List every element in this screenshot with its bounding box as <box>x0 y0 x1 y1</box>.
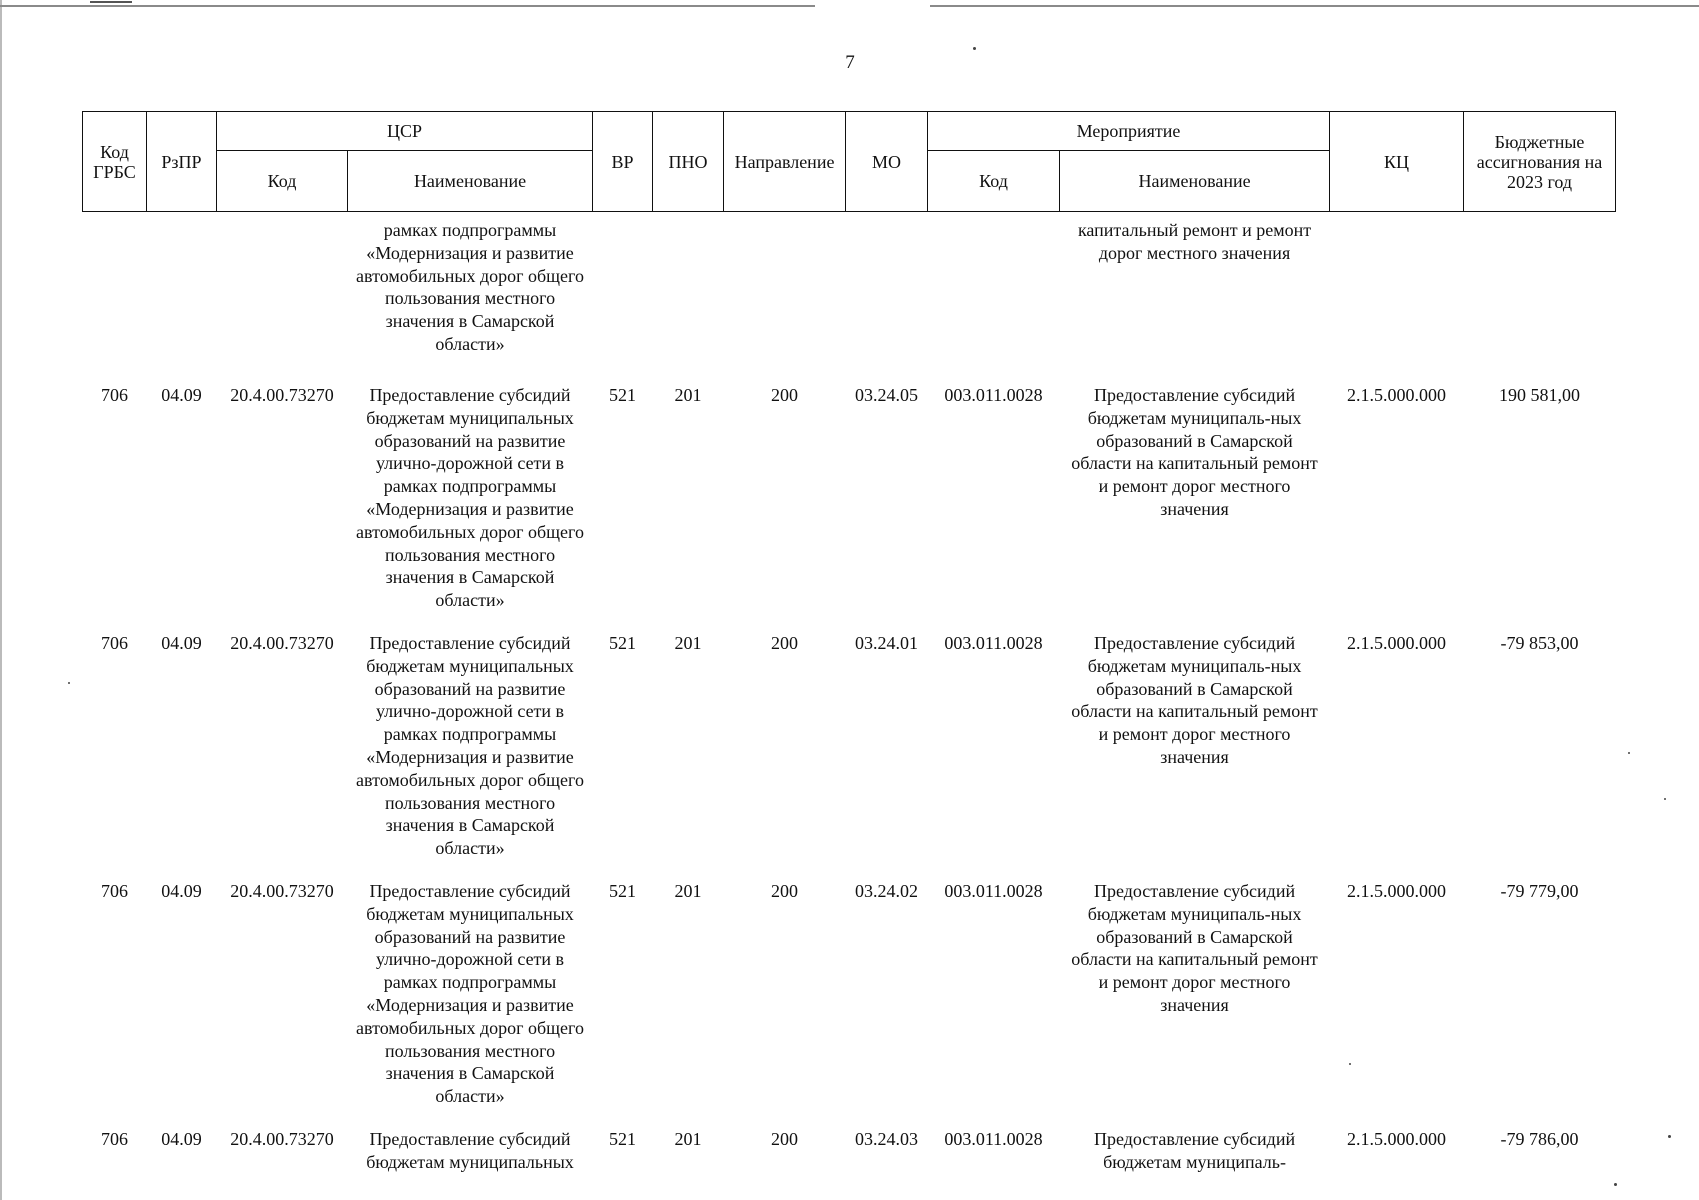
cell-direction <box>724 212 846 365</box>
header-mo: МО <box>846 112 928 212</box>
cell-event-name: капитальный ремонт и ремонт дорог местного значения <box>1077 220 1312 263</box>
cell-csr-code: 20.4.00.73270 <box>230 1128 334 1149</box>
cell-pno: 201 <box>674 385 702 405</box>
cell-grbs: 706 <box>101 880 128 901</box>
cell-mo <box>846 212 928 365</box>
page-number: 7 <box>845 52 855 73</box>
header-vr: ВР <box>593 112 653 212</box>
cell-rzpr: 04.09 <box>161 1128 202 1149</box>
cell-pno: 201 <box>674 880 702 901</box>
header-direction: Направление <box>724 112 846 212</box>
scan-speck <box>1614 1183 1617 1186</box>
header-pno: ПНО <box>653 112 724 212</box>
scan-mark <box>90 1 132 3</box>
cell-csr-name: Предоставление субсидий бюджетам муниципальных образований на развитие улично-дорожной сети в рамках подпрограммы «Модернизация и развитие автомобильных дорог общего пользования местного значения в Самарской области» <box>356 385 584 611</box>
cell-kc <box>1330 212 1464 365</box>
header-event: Мероприятие <box>928 112 1330 151</box>
cell-csr-name: рамках подпрограммы «Модернизация и развитие автомобильных дорог общего пользования местного значения в Самарской области» <box>356 220 584 354</box>
cell-event-code: 003.011.0028 <box>944 632 1043 653</box>
cell-kc: 2.1.5.000.000 <box>1347 880 1447 901</box>
cell-pno <box>653 212 724 365</box>
scan-speck <box>1628 752 1630 754</box>
cell-direction: 200 <box>771 1128 799 1149</box>
cell-budget <box>1464 212 1616 365</box>
cell-rzpr: 04.09 <box>161 632 202 653</box>
header-csr: ЦСР <box>217 112 593 151</box>
cell-vr <box>593 212 653 365</box>
table-row-continuation <box>83 212 1616 365</box>
cell-mo: 03.24.03 <box>855 1128 919 1149</box>
cell-rzpr: 04.09 <box>161 880 202 901</box>
cell-csr-code: 20.4.00.73270 <box>230 385 334 405</box>
cell-grbs: 706 <box>101 632 128 653</box>
cell-csr-name: Предоставление субсидий бюджетам муниципальных <box>366 1128 574 1172</box>
budget-table <box>82 111 1616 1174</box>
cell-kc: 2.1.5.000.000 <box>1347 632 1447 653</box>
cell-vr: 521 <box>609 632 637 653</box>
header-budget: Бюджетные ассигнования на 2023 год <box>1464 112 1616 212</box>
cell-mo: 03.24.05 <box>855 385 919 405</box>
cell-event-code: 003.011.0028 <box>944 1128 1043 1149</box>
scan-edge-top <box>0 5 815 7</box>
cell-vr: 521 <box>609 1128 637 1149</box>
cell-direction: 200 <box>771 385 799 405</box>
cell-event-name: Предоставление субсидий бюджетам муниципаль-ных образований в Самарской области на капитальный ремонт и ремонт дорог местного значения <box>1071 880 1318 1015</box>
header-kc: КЦ <box>1330 112 1464 212</box>
table-header <box>83 112 1616 212</box>
cell-rzpr: 04.09 <box>161 385 202 405</box>
cell-vr: 521 <box>609 880 637 901</box>
cell-grbs: 706 <box>101 1128 128 1149</box>
table-body <box>83 212 1616 1174</box>
cell-budget: 190 581,00 <box>1499 385 1581 405</box>
cell-budget: -79 779,00 <box>1500 880 1579 901</box>
cell-pno: 201 <box>674 1128 702 1149</box>
cell-event-code: 003.011.0028 <box>944 385 1043 405</box>
cell-pno: 201 <box>674 632 702 653</box>
cell-csr-code: 20.4.00.73270 <box>230 880 334 901</box>
header-event-name: Наименование <box>1060 151 1330 212</box>
cell-rzpr <box>147 212 217 365</box>
scan-speck <box>973 47 976 50</box>
cell-grbs <box>83 212 147 365</box>
cell-grbs: 706 <box>101 385 128 405</box>
header-grbs: Код ГРБС <box>83 112 147 212</box>
cell-csr-code: 20.4.00.73270 <box>230 632 334 653</box>
header-csr-code: Код <box>217 151 348 212</box>
cell-csr-name: Предоставление субсидий бюджетам муниципальных образований на развитие улично-дорожной сети в рамках подпрограммы «Модернизация и развитие автомобильных дорог общего пользования местного значения в Самарской области» <box>356 880 584 1107</box>
cell-kc: 2.1.5.000.000 <box>1347 1128 1447 1149</box>
cell-event-code <box>928 212 1060 365</box>
cell-event-name: Предоставление субсидий бюджетам муниципаль-ных образований в Самарской области на капитальный ремонт и ремонт дорог местного значения <box>1071 632 1318 767</box>
table-row <box>83 612 1616 860</box>
cell-csr-name: Предоставление субсидий бюджетам муниципальных образований на развитие улично-дорожной сети в рамках подпрограммы «Модернизация и развитие автомобильных дорог общего пользования местного значения в Самарской области» <box>356 632 584 859</box>
table-row <box>83 364 1616 612</box>
scan-edge-top-right <box>930 5 1699 7</box>
table-row <box>83 860 1616 1108</box>
scan-speck <box>1668 1135 1671 1138</box>
header-csr-name: Наименование <box>348 151 593 212</box>
scan-speck <box>68 682 70 684</box>
cell-kc: 2.1.5.000.000 <box>1347 385 1447 405</box>
cell-event-name: Предоставление субсидий бюджетам муниципаль- <box>1093 1128 1296 1172</box>
scan-edge-left <box>0 0 2 1200</box>
cell-budget: -79 786,00 <box>1500 1128 1579 1149</box>
header-rzpr: РзПР <box>147 112 217 212</box>
cell-direction: 200 <box>771 632 799 653</box>
cell-vr: 521 <box>609 385 637 405</box>
cell-mo: 03.24.02 <box>855 880 919 901</box>
cell-direction: 200 <box>771 880 799 901</box>
header-event-code: Код <box>928 151 1060 212</box>
cell-event-code: 003.011.0028 <box>944 880 1043 901</box>
cell-budget: -79 853,00 <box>1500 632 1579 653</box>
cell-csr-code <box>217 212 348 365</box>
table-row <box>83 1108 1616 1174</box>
scan-speck <box>1664 798 1666 800</box>
cell-event-name: Предоставление субсидий бюджетам муниципаль-ных образований в Самарской области на капитальный ремонт и ремонт дорог местного значения <box>1071 385 1318 519</box>
cell-mo: 03.24.01 <box>855 632 919 653</box>
